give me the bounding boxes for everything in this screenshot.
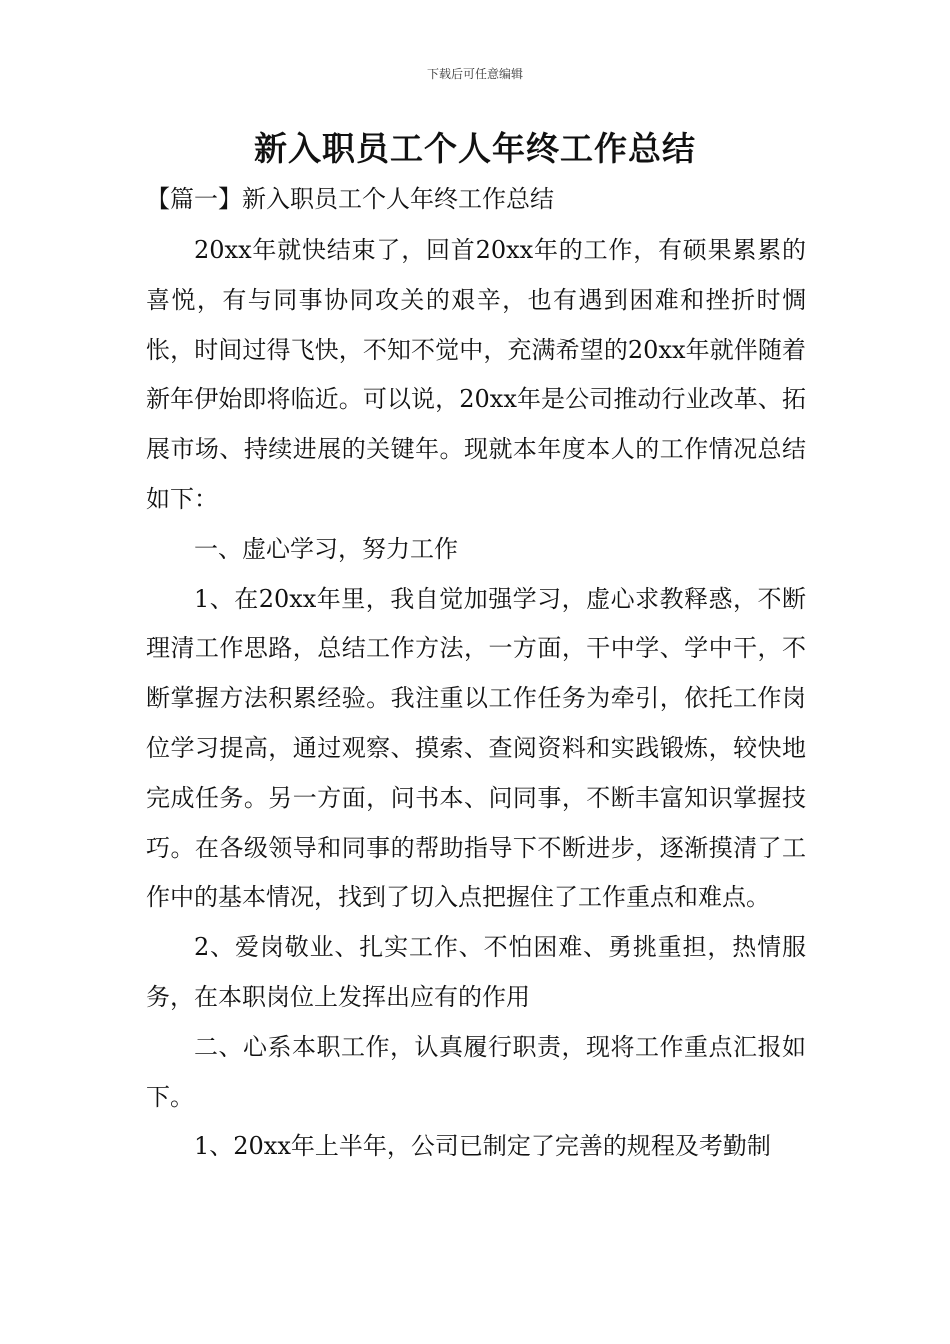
document-body xyxy=(146,226,806,1172)
paragraph-item-3: 1、20xx年上半年，公司已制定了完善的规程及考勤制 xyxy=(194,1132,771,1161)
section-heading: 【篇一】新入职员工个人年终工作总结 xyxy=(146,185,554,213)
paragraph-item-1: 1、在20xx年里，我自觉加强学习，虚心求教释惑，不断理清工作思路，总结工作方法，一方面，干中学、学中干，不断掌握方法积累经验。我注重以工作任务为牵引，依托工作岗位学习提高，通过观察、摸索、查阅资料和实践锻炼，较快地完成任务。另一方面，问书本、问同事，不断丰富知识掌握技巧。在各级领导和同事的帮助指导下不断进步，逐渐摸清了工作中的基本情况，找到了切入点把握住了工作重点和难点。 xyxy=(146,584,806,912)
paragraph-heading-1: 一、虚心学习，努力工作 xyxy=(194,534,458,563)
paragraph-heading-2: 二、心系本职工作，认真履行职责，现将工作重点汇报如下。 xyxy=(146,1032,806,1111)
document-title: 新入职员工个人年终工作总结 xyxy=(254,129,696,168)
header-note: 下载后可任意编辑 xyxy=(426,67,523,81)
paragraph-item-2: 2、爱岗敬业、扎实工作、不怕困难、勇挑重担，热情服务，在本职岗位上发挥出应有的作用 xyxy=(146,933,806,1011)
paragraph-intro: 20xx年就快结束了，回首20xx年的工作，有硕果累累的喜悦，有与同事协同攻关的艰辛，也有遇到困难和挫折时惆怅，时间过得飞快，不知不觉中，充满希望的20xx年就伴随着新年伊始即将临近。可以说，20xx年是公司推动行业改革、拓展市场、持续进展的关键年。现就本年度本人的工作情况总结如下： xyxy=(146,236,806,513)
